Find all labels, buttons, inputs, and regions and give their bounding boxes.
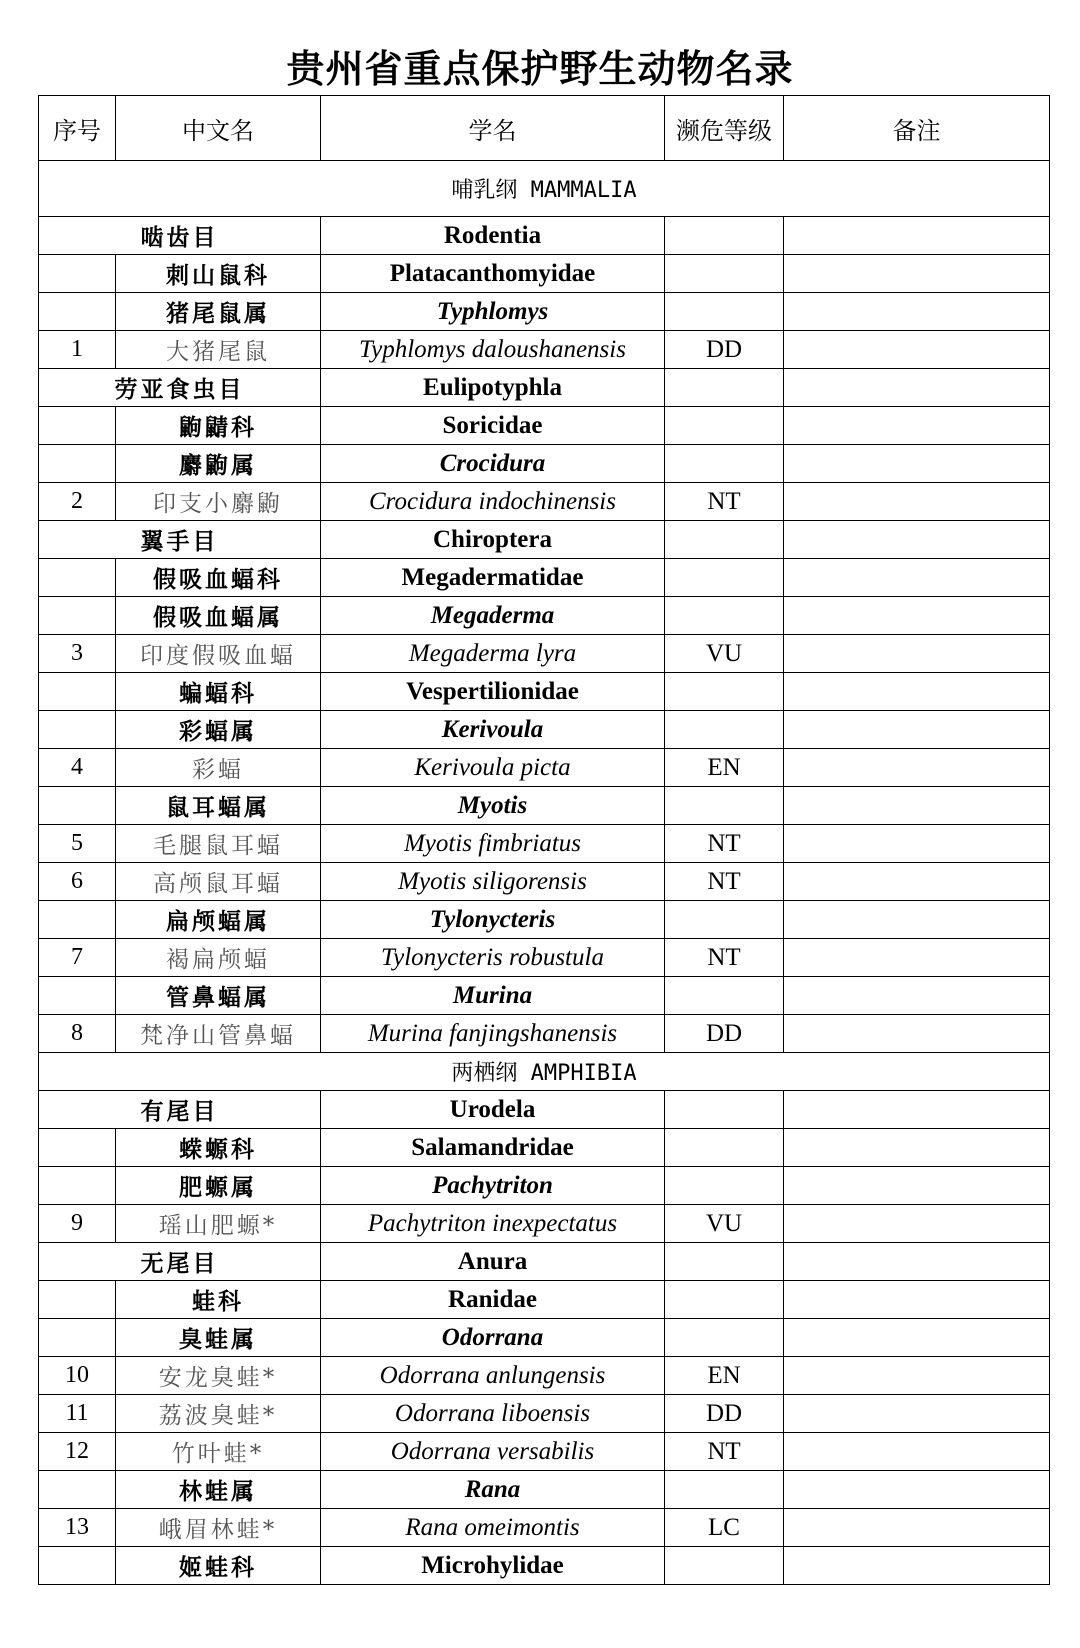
order-row [39,369,1050,407]
species-sci: Myotis fimbriatus [321,825,665,863]
species-name: 瑶山肥螈* [116,1205,321,1243]
genus-sci: Megaderma [321,597,665,635]
family-row [39,673,1050,711]
species-row [39,825,1050,863]
row-number [39,293,116,331]
genus-name: 扁颅蝠属 [116,901,321,939]
genus-row [39,901,1050,939]
species-sci: Tylonycteris robustula [321,939,665,977]
genus-name: 猪尾鼠属 [116,293,321,331]
species-name: 印支小麝鼩 [116,483,321,521]
family-sci: Vespertilionidae [321,673,665,711]
note-cell [784,1167,1050,1205]
row-number: 9 [39,1205,116,1243]
row-number [39,901,116,939]
family-row [39,1281,1050,1319]
note-cell [784,1547,1050,1585]
level-cell [665,1129,784,1167]
row-number: 2 [39,483,116,521]
level-cell [665,901,784,939]
species-sci: Megaderma lyra [321,635,665,673]
level-cell [665,1091,784,1129]
level-cell: DD [665,1015,784,1053]
species-row [39,483,1050,521]
level-cell [665,977,784,1015]
note-cell [784,711,1050,749]
page-title: 贵州省重点保护野生动物名录 [286,47,794,91]
row-number [39,1547,116,1585]
level-cell [665,1167,784,1205]
family-name: 刺山鼠科 [116,255,321,293]
level-cell [665,407,784,445]
level-cell: VU [665,635,784,673]
note-cell [784,597,1050,635]
note-cell [784,331,1050,369]
family-sci: Megadermatidae [321,559,665,597]
row-number: 3 [39,635,116,673]
species-row [39,1509,1050,1547]
family-row [39,1547,1050,1585]
order-sci: Urodela [321,1091,665,1129]
level-cell [665,445,784,483]
row-number: 6 [39,863,116,901]
genus-sci: Rana [321,1471,665,1509]
family-row [39,407,1050,445]
level-cell: EN [665,749,784,787]
species-sci: Pachytriton inexpectatus [321,1205,665,1243]
note-cell [784,1471,1050,1509]
row-number [39,559,116,597]
order-sci: Chiroptera [321,521,665,559]
species-row [39,939,1050,977]
genus-row [39,1167,1050,1205]
class-row [39,161,1050,217]
order-name: 有尾目 [39,1091,321,1129]
family-name: 姬蛙科 [116,1547,321,1585]
row-number [39,1471,116,1509]
species-row [39,749,1050,787]
note-cell [784,1357,1050,1395]
genus-name: 鼠耳蝠属 [116,787,321,825]
genus-row [39,977,1050,1015]
species-name: 梵净山管鼻蝠 [116,1015,321,1053]
genus-row [39,597,1050,635]
note-cell [784,1319,1050,1357]
note-cell [784,1091,1050,1129]
family-sci: Microhylidae [321,1547,665,1585]
level-cell [665,673,784,711]
note-cell [784,1015,1050,1053]
row-number [39,673,116,711]
note-cell [784,1205,1050,1243]
header-cn: 中文名 [116,96,321,161]
species-name: 毛腿鼠耳蝠 [116,825,321,863]
note-cell [784,255,1050,293]
row-number [39,1167,116,1205]
note-cell [784,559,1050,597]
family-name: 蝙蝠科 [116,673,321,711]
row-number [39,407,116,445]
row-number: 11 [39,1395,116,1433]
class-label: 哺乳纲 MAMMALIA [39,161,1050,217]
species-sci: Kerivoula picta [321,749,665,787]
row-number: 10 [39,1357,116,1395]
species-name: 竹叶蛙* [116,1433,321,1471]
species-row [39,635,1050,673]
row-number: 7 [39,939,116,977]
genus-row [39,293,1050,331]
family-name: 鼩鼱科 [116,407,321,445]
row-number [39,1129,116,1167]
level-cell [665,787,784,825]
level-cell [665,559,784,597]
level-cell [665,711,784,749]
species-row [39,331,1050,369]
genus-sci: Typhlomys [321,293,665,331]
order-name: 翼手目 [39,521,321,559]
level-cell: VU [665,1205,784,1243]
note-cell [784,635,1050,673]
genus-name: 肥螈属 [116,1167,321,1205]
row-number: 4 [39,749,116,787]
family-sci: Salamandridae [321,1129,665,1167]
row-number: 13 [39,1509,116,1547]
level-cell: NT [665,483,784,521]
family-sci: Ranidae [321,1281,665,1319]
genus-sci: Tylonycteris [321,901,665,939]
note-cell [784,1243,1050,1281]
row-number: 12 [39,1433,116,1471]
note-cell [784,901,1050,939]
row-number [39,711,116,749]
level-cell: DD [665,1395,784,1433]
genus-sci: Kerivoula [321,711,665,749]
level-cell: EN [665,1357,784,1395]
level-cell [665,597,784,635]
note-cell [784,673,1050,711]
genus-sci: Murina [321,977,665,1015]
genus-name: 麝鼩属 [116,445,321,483]
genus-row [39,787,1050,825]
genus-row [39,1471,1050,1509]
level-cell [665,1547,784,1585]
genus-row [39,445,1050,483]
level-cell [665,369,784,407]
species-table [38,95,1050,1585]
order-name: 啮齿目 [39,217,321,255]
species-row [39,1357,1050,1395]
order-name: 无尾目 [39,1243,321,1281]
note-cell [784,483,1050,521]
note-cell [784,407,1050,445]
level-cell: NT [665,939,784,977]
note-cell [784,939,1050,977]
family-sci: Soricidae [321,407,665,445]
order-name: 劳亚食虫目 [39,369,321,407]
family-sci: Platacanthomyidae [321,255,665,293]
row-number [39,597,116,635]
species-sci: Odorrana anlungensis [321,1357,665,1395]
order-sci: Eulipotyphla [321,369,665,407]
genus-name: 假吸血蝠属 [116,597,321,635]
level-cell [665,217,784,255]
header-row [39,96,1050,161]
note-cell [784,1129,1050,1167]
level-cell: NT [665,863,784,901]
level-cell [665,255,784,293]
genus-sci: Myotis [321,787,665,825]
species-sci: Myotis siligorensis [321,863,665,901]
genus-row [39,711,1050,749]
genus-name: 臭蛙属 [116,1319,321,1357]
level-cell: LC [665,1509,784,1547]
level-cell [665,521,784,559]
note-cell [784,977,1050,1015]
note-cell [784,217,1050,255]
level-cell: DD [665,331,784,369]
genus-row [39,1319,1050,1357]
row-number [39,1319,116,1357]
species-name: 大猪尾鼠 [116,331,321,369]
note-cell [784,445,1050,483]
note-cell [784,1509,1050,1547]
note-cell [784,1395,1050,1433]
row-number [39,977,116,1015]
species-row [39,1205,1050,1243]
genus-sci: Pachytriton [321,1167,665,1205]
row-number [39,787,116,825]
species-name: 褐扁颅蝠 [116,939,321,977]
row-number [39,255,116,293]
header-no: 序号 [39,96,116,161]
row-number [39,445,116,483]
order-row [39,1243,1050,1281]
class-label: 两栖纲 AMPHIBIA [39,1053,1050,1091]
family-row [39,1129,1050,1167]
order-sci: Rodentia [321,217,665,255]
species-sci: Odorrana liboensis [321,1395,665,1433]
row-number: 8 [39,1015,116,1053]
row-number: 1 [39,331,116,369]
species-name: 峨眉林蛙* [116,1509,321,1547]
note-cell [784,825,1050,863]
family-row [39,255,1050,293]
species-row [39,863,1050,901]
note-cell [784,1281,1050,1319]
species-name: 彩蝠 [116,749,321,787]
header-level: 濒危等级 [665,96,784,161]
header-note: 备注 [784,96,1050,161]
level-cell [665,1243,784,1281]
level-cell [665,1281,784,1319]
level-cell [665,293,784,331]
row-number: 5 [39,825,116,863]
note-cell [784,521,1050,559]
family-row [39,559,1050,597]
species-row [39,1395,1050,1433]
species-row [39,1433,1050,1471]
species-sci: Crocidura indochinensis [321,483,665,521]
species-sci: Odorrana versabilis [321,1433,665,1471]
genus-name: 管鼻蝠属 [116,977,321,1015]
genus-name: 林蛙属 [116,1471,321,1509]
level-cell: NT [665,825,784,863]
species-sci: Typhlomys daloushanensis [321,331,665,369]
family-name: 蛙科 [116,1281,321,1319]
order-row [39,521,1050,559]
species-name: 印度假吸血蝠 [116,635,321,673]
species-row [39,1015,1050,1053]
row-number [39,1281,116,1319]
order-row [39,1091,1050,1129]
note-cell [784,293,1050,331]
class-row [39,1053,1050,1091]
level-cell [665,1471,784,1509]
note-cell [784,863,1050,901]
species-name: 荔波臭蛙* [116,1395,321,1433]
genus-sci: Odorrana [321,1319,665,1357]
species-sci: Rana omeimontis [321,1509,665,1547]
note-cell [784,787,1050,825]
header-sci: 学名 [321,96,665,161]
order-row [39,217,1050,255]
note-cell [784,749,1050,787]
note-cell [784,1433,1050,1471]
order-sci: Anura [321,1243,665,1281]
species-name: 安龙臭蛙* [116,1357,321,1395]
species-name: 高颅鼠耳蝠 [116,863,321,901]
level-cell: NT [665,1433,784,1471]
genus-sci: Crocidura [321,445,665,483]
family-name: 蝾螈科 [116,1129,321,1167]
family-name: 假吸血蝠科 [116,559,321,597]
note-cell [784,369,1050,407]
level-cell [665,1319,784,1357]
genus-name: 彩蝠属 [116,711,321,749]
species-sci: Murina fanjingshanensis [321,1015,665,1053]
